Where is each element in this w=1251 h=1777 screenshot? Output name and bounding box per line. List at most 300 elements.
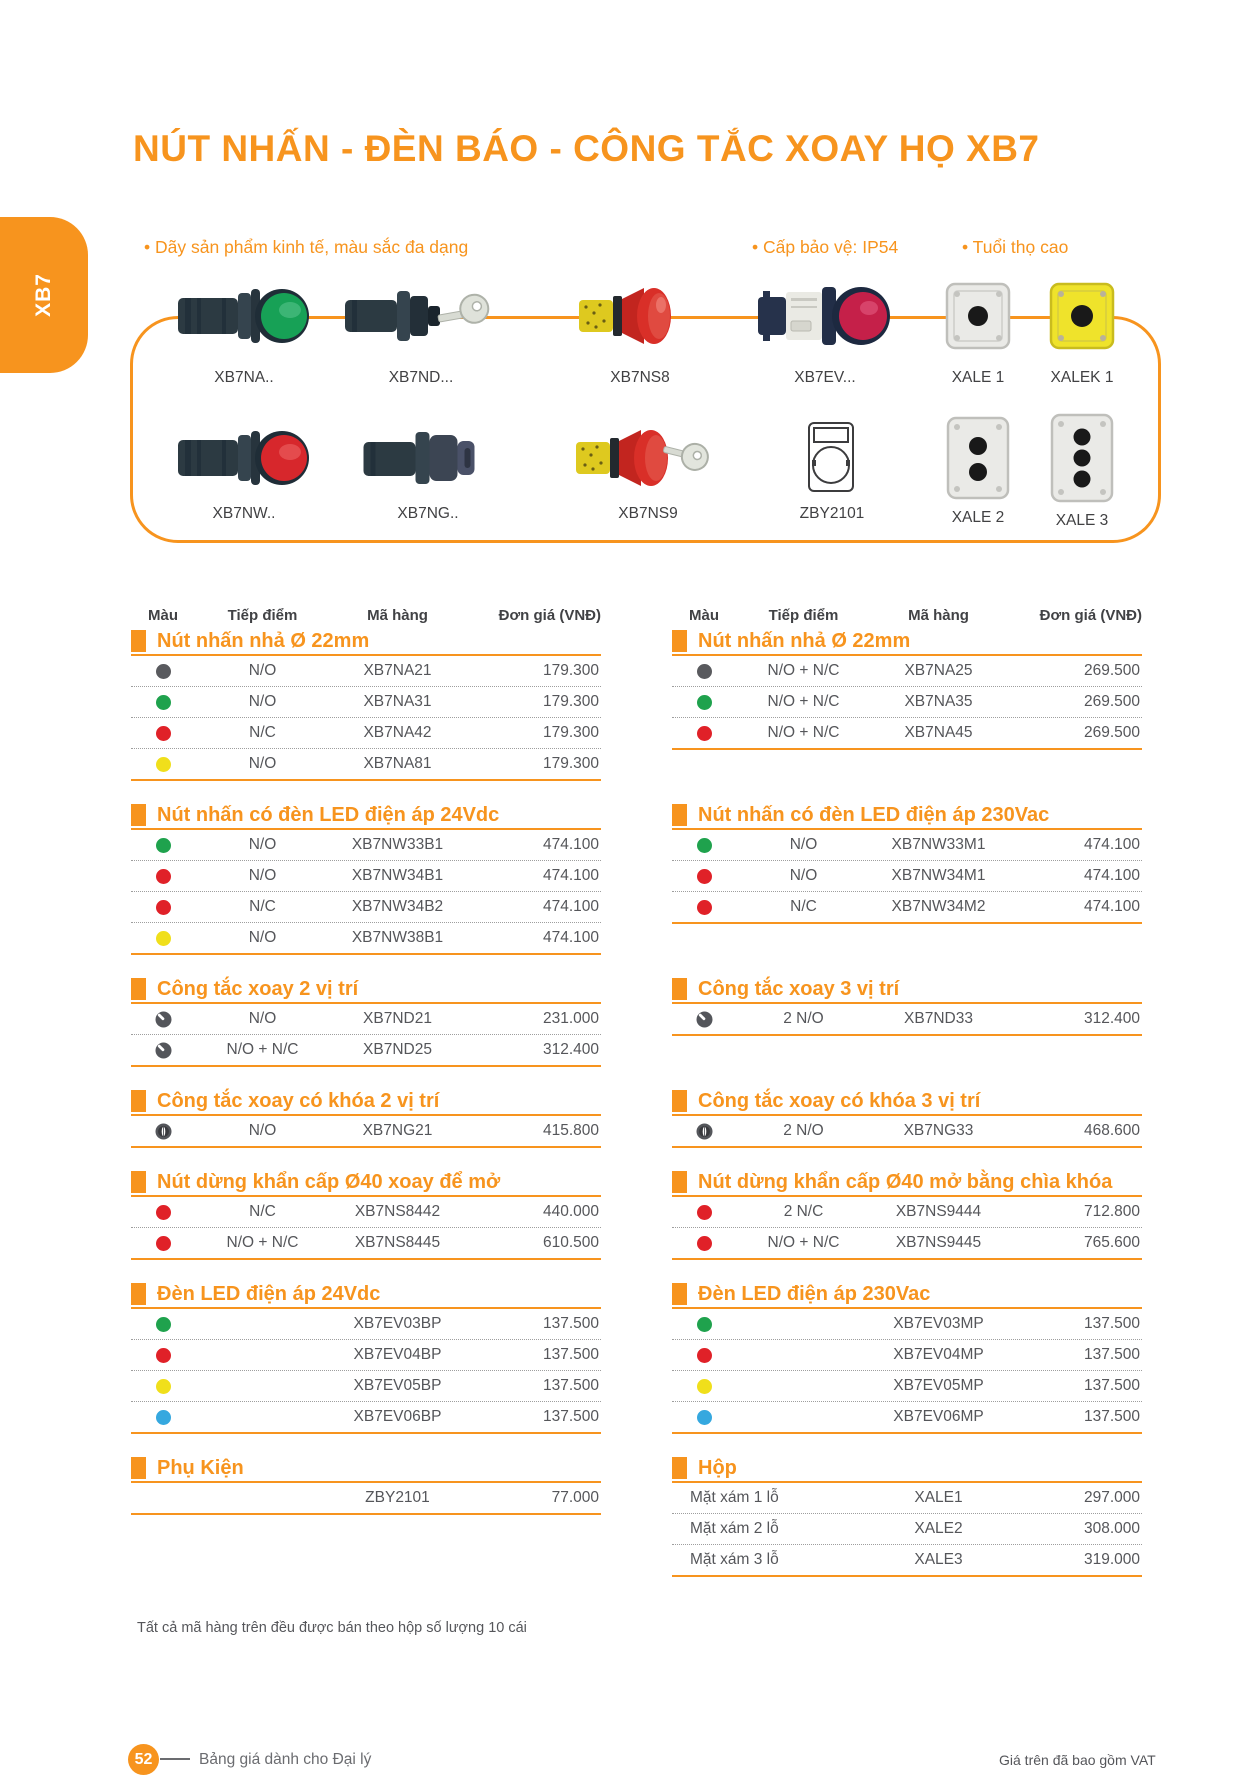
section-rows — [131, 1195, 601, 1260]
product-code: XB7EV05MP — [893, 1377, 984, 1394]
dot-red-icon — [156, 869, 171, 884]
price-section — [672, 1088, 1142, 1148]
footer-right-text: Giá trên đã bao gồm VAT — [999, 1752, 1156, 1768]
unit-price: 610.500 — [542, 1234, 599, 1251]
product-photo-xb7na — [175, 284, 313, 348]
price-section — [672, 1281, 1142, 1434]
dot-green-icon — [156, 695, 171, 710]
unit-price: 179.300 — [542, 662, 599, 679]
unit-price: 137.500 — [542, 1315, 599, 1332]
unit-price: 231.000 — [542, 1010, 599, 1027]
contact-type: N/O — [248, 755, 277, 772]
color-cell — [131, 1205, 195, 1220]
dot-red-icon — [697, 1348, 712, 1363]
dot-yellow-icon — [156, 757, 171, 772]
color-cell — [672, 1317, 736, 1332]
table-row — [131, 1370, 601, 1401]
dot-gray-icon — [697, 664, 712, 679]
contact-type: N/C — [249, 898, 276, 915]
product-label: XB7NS8 — [610, 369, 670, 386]
product-code: XB7NA21 — [363, 662, 432, 679]
color-cell — [131, 695, 195, 710]
table-row — [131, 1483, 601, 1513]
price-tables — [131, 605, 1142, 1577]
dot-green-icon — [156, 838, 171, 853]
contact-type: N/C — [249, 1203, 276, 1220]
table-row — [131, 1004, 601, 1034]
product-photo-xale1 — [945, 282, 1011, 350]
product-photo-xalek1 — [1049, 282, 1115, 350]
feature-bullet: • Cấp bảo vệ: IP54 — [752, 237, 899, 257]
section-rows — [672, 654, 1142, 750]
section-header — [672, 976, 1142, 1002]
product-label: XB7ND... — [388, 369, 454, 386]
rotary-knob-icon — [696, 1011, 713, 1028]
unit-price: 137.500 — [542, 1346, 599, 1363]
product-photo-xb7ns8 — [576, 283, 704, 349]
unit-price: 312.400 — [542, 1041, 599, 1058]
unit-price: 137.500 — [1083, 1315, 1140, 1332]
contact-type: N/C — [249, 724, 276, 741]
key-lock-icon — [696, 1123, 713, 1140]
section-rows — [131, 1481, 601, 1515]
contact-type: N/O — [248, 693, 277, 710]
color-cell — [672, 1123, 736, 1140]
section-rows — [672, 1307, 1142, 1434]
color-cell — [131, 900, 195, 915]
price-section — [131, 628, 601, 781]
color-cell — [672, 726, 736, 741]
product-code: XB7NW33M1 — [891, 836, 986, 853]
unit-price: 77.000 — [551, 1489, 599, 1506]
dot-red-icon — [697, 1205, 712, 1220]
unit-price: 319.000 — [1083, 1551, 1140, 1568]
color-cell — [131, 726, 195, 741]
dot-yellow-icon — [697, 1379, 712, 1394]
footer-divider — [160, 1758, 190, 1760]
product-code: XB7NW34B1 — [351, 867, 444, 884]
section-header — [131, 1455, 601, 1481]
section-title: Đèn LED điện áp 230Vac — [698, 1282, 931, 1305]
section-header — [672, 1281, 1142, 1307]
section-title: Công tắc xoay 3 vị trí — [698, 977, 900, 1000]
contact-type: N/O — [248, 929, 277, 946]
col-header-contact: Tiếp điểm — [227, 606, 298, 624]
product-photo-xb7nd — [342, 284, 500, 348]
price-section — [131, 1281, 601, 1434]
unit-price: 179.300 — [542, 693, 599, 710]
section-rows — [131, 1114, 601, 1148]
unit-price: 765.600 — [1083, 1234, 1140, 1251]
section-header — [131, 976, 601, 1002]
product-label: XB7NA.. — [214, 369, 274, 386]
product-code: XALE1 — [914, 1489, 963, 1506]
table-row — [672, 1370, 1142, 1401]
table-row — [131, 656, 601, 686]
product-photo-xb7nw — [175, 426, 313, 490]
unit-price: 179.300 — [542, 724, 599, 741]
color-cell — [672, 1011, 736, 1028]
unit-price: 269.500 — [1083, 662, 1140, 679]
product-label: XALEK 1 — [1050, 369, 1114, 386]
table-row — [672, 891, 1142, 922]
table-row — [672, 1116, 1142, 1146]
col-header-price: Đơn giá (VNĐ) — [1039, 606, 1142, 624]
table-row — [131, 1034, 601, 1065]
dot-yellow-icon — [156, 1379, 171, 1394]
product-code: XB7NA31 — [363, 693, 432, 710]
section-marker-icon — [131, 1457, 146, 1479]
section-rows — [672, 1114, 1142, 1148]
price-section — [131, 1169, 601, 1260]
unit-price: 440.000 — [542, 1203, 599, 1220]
column-headers-left — [131, 605, 601, 625]
col-header-price: Đơn giá (VNĐ) — [498, 606, 601, 624]
table-row — [131, 1339, 601, 1370]
section-header — [131, 802, 601, 828]
product-code: XB7ND25 — [363, 1041, 432, 1058]
table-row — [672, 1401, 1142, 1432]
row-description: Mặt xám 1 lỗ — [690, 1489, 779, 1506]
color-cell — [672, 1236, 736, 1251]
dot-red-icon — [156, 726, 171, 741]
contact-type: N/O — [248, 1010, 277, 1027]
product-label: XALE 3 — [1055, 512, 1109, 529]
section-marker-icon — [131, 978, 146, 1000]
product-code: XB7NA45 — [904, 724, 973, 741]
color-cell — [672, 1348, 736, 1363]
section-marker-icon — [131, 804, 146, 826]
contact-type: N/O — [789, 836, 818, 853]
product-code: XB7NA25 — [904, 662, 973, 679]
table-row — [131, 1401, 601, 1432]
section-header — [131, 1088, 601, 1114]
section-title: Công tắc xoay 2 vị trí — [157, 977, 359, 1000]
section-title: Hộp — [698, 1456, 737, 1479]
product-code: XB7EV04MP — [893, 1346, 984, 1363]
product-code: XB7NS8442 — [354, 1203, 441, 1220]
col-header-code: Mã hàng — [367, 606, 428, 624]
color-cell — [131, 931, 195, 946]
product-code: XB7NW34M1 — [891, 867, 986, 884]
col-header-color: Màu — [148, 606, 178, 624]
product-code: XB7NW34B2 — [351, 898, 444, 915]
table-row — [672, 1197, 1142, 1227]
product-code: XB7NA35 — [904, 693, 973, 710]
product-code: XB7NG33 — [903, 1122, 974, 1139]
table-row — [672, 1339, 1142, 1370]
dot-red-icon — [156, 1236, 171, 1251]
section-marker-icon — [672, 1283, 687, 1305]
dot-blue-icon — [697, 1410, 712, 1425]
section-title: Nút dừng khẩn cấp Ø40 mở bằng chìa khóa — [698, 1170, 1113, 1193]
unit-price: 474.100 — [1083, 836, 1140, 853]
price-section — [131, 976, 601, 1067]
section-rows — [131, 828, 601, 955]
color-cell — [131, 1042, 195, 1059]
product-label: XB7NG.. — [397, 505, 459, 522]
product-code: XB7EV03MP — [893, 1315, 984, 1332]
table-row — [131, 1227, 601, 1258]
contact-type: 2 N/O — [783, 1010, 824, 1027]
table-row — [672, 717, 1142, 748]
section-title: Nút dừng khẩn cấp Ø40 xoay để mở — [157, 1170, 501, 1193]
section-header — [672, 628, 1142, 654]
unit-price: 137.500 — [1083, 1377, 1140, 1394]
product-code: XB7NS9445 — [895, 1234, 982, 1251]
product-photo-xb7ev — [755, 281, 895, 351]
sections-grid — [131, 628, 1142, 1577]
section-title: Công tắc xoay có khóa 2 vị trí — [157, 1089, 440, 1112]
color-cell — [672, 664, 736, 679]
section-rows — [672, 828, 1142, 924]
table-row — [131, 1197, 601, 1227]
color-cell — [672, 1379, 736, 1394]
section-rows — [131, 654, 601, 781]
dot-red-icon — [156, 900, 171, 915]
product-code: ZBY2101 — [365, 1489, 430, 1506]
side-tab-label: XB7 — [32, 273, 55, 317]
contact-type: N/O + N/C — [226, 1234, 299, 1251]
section-header — [672, 1455, 1142, 1481]
unit-price: 468.600 — [1083, 1122, 1140, 1139]
section-marker-icon — [131, 630, 146, 652]
color-cell — [131, 1410, 195, 1425]
col-header-code: Mã hàng — [908, 606, 969, 624]
product-code: XB7NS8445 — [354, 1234, 441, 1251]
section-header — [672, 802, 1142, 828]
product-code: XB7ND21 — [363, 1010, 432, 1027]
table-row — [672, 1309, 1142, 1339]
section-title: Nút nhấn nhả Ø 22mm — [698, 629, 911, 652]
section-rows — [672, 1002, 1142, 1036]
product-code: XB7NW38B1 — [351, 929, 444, 946]
price-section — [131, 1455, 601, 1577]
section-marker-icon — [131, 1283, 146, 1305]
unit-price: 137.500 — [542, 1408, 599, 1425]
price-section — [672, 1455, 1142, 1577]
price-section — [672, 976, 1142, 1067]
product-photo-xb7ns9 — [573, 425, 723, 491]
side-tab-xb7 — [0, 217, 88, 373]
product-label: XB7NW.. — [212, 505, 276, 522]
product-code: XB7EV06MP — [893, 1408, 984, 1425]
unit-price: 137.500 — [1083, 1346, 1140, 1363]
contact-type: N/O — [248, 662, 277, 679]
table-row — [131, 860, 601, 891]
unit-price: 269.500 — [1083, 724, 1140, 741]
product-label: XB7EV... — [794, 369, 856, 386]
unit-price: 137.500 — [1083, 1408, 1140, 1425]
dot-red-icon — [697, 900, 712, 915]
feature-bullet: • Tuổi thọ cao — [962, 237, 1069, 257]
section-marker-icon — [672, 630, 687, 652]
product-code: XB7NA81 — [363, 755, 432, 772]
section-marker-icon — [672, 1090, 687, 1112]
color-cell — [131, 1379, 195, 1394]
product-code: XB7EV06BP — [353, 1408, 442, 1425]
table-row — [131, 1116, 601, 1146]
table-row — [672, 1227, 1142, 1258]
color-cell — [131, 1011, 195, 1028]
section-marker-icon — [672, 1171, 687, 1193]
contact-type: N/O — [248, 867, 277, 884]
unit-price: 269.500 — [1083, 693, 1140, 710]
section-marker-icon — [131, 1090, 146, 1112]
footer-left-text: Bảng giá dành cho Đại lý — [199, 1751, 372, 1768]
section-rows — [672, 1481, 1142, 1577]
contact-type: N/O + N/C — [226, 1041, 299, 1058]
contact-type: N/O + N/C — [767, 693, 840, 710]
table-row — [131, 922, 601, 953]
product-label: XALE 2 — [951, 509, 1005, 526]
product-photo-xale3 — [1050, 413, 1114, 503]
price-section — [131, 1088, 601, 1148]
unit-price: 474.100 — [542, 929, 599, 946]
col-header-contact: Tiếp điểm — [768, 606, 839, 624]
section-marker-icon — [672, 804, 687, 826]
table-row — [672, 860, 1142, 891]
product-label: XALE 1 — [951, 369, 1005, 386]
color-cell — [131, 1317, 195, 1332]
contact-type: N/O + N/C — [767, 1234, 840, 1251]
dot-red-icon — [697, 1236, 712, 1251]
dot-red-icon — [697, 726, 712, 741]
unit-price: 308.000 — [1083, 1520, 1140, 1537]
price-section — [672, 628, 1142, 781]
color-cell — [131, 869, 195, 884]
table-row — [672, 830, 1142, 860]
table-row — [672, 1513, 1142, 1544]
product-code: XB7ND33 — [904, 1010, 973, 1027]
product-photo-xb7ng — [361, 426, 496, 490]
section-header — [131, 628, 601, 654]
color-cell — [131, 664, 195, 679]
price-section — [672, 802, 1142, 955]
color-cell — [131, 838, 195, 853]
product-code: XALE2 — [914, 1520, 963, 1537]
contact-type: N/O + N/C — [767, 662, 840, 679]
product-code: XB7NS9444 — [895, 1203, 982, 1220]
dot-green-icon — [697, 695, 712, 710]
product-code: XB7EV04BP — [353, 1346, 442, 1363]
contact-type: N/C — [790, 898, 817, 915]
price-section — [672, 1169, 1142, 1260]
dot-blue-icon — [156, 1410, 171, 1425]
product-code: XB7NW33B1 — [351, 836, 444, 853]
section-title: Nút nhấn nhả Ø 22mm — [157, 629, 370, 652]
section-marker-icon — [672, 978, 687, 1000]
section-title: Phụ Kiện — [157, 1456, 244, 1479]
unit-price: 474.100 — [542, 867, 599, 884]
section-rows — [131, 1002, 601, 1067]
dot-gray-icon — [156, 664, 171, 679]
table-row — [131, 830, 601, 860]
unit-price: 297.000 — [1083, 1489, 1140, 1506]
section-marker-icon — [672, 1457, 687, 1479]
dot-green-icon — [697, 1317, 712, 1332]
unit-price: 474.100 — [1083, 898, 1140, 915]
feature-bullet: • Dãy sản phẩm kinh tế, màu sắc đa dạng — [144, 237, 469, 257]
contact-type: N/O — [248, 1122, 277, 1139]
table-row — [672, 686, 1142, 717]
section-header — [131, 1281, 601, 1307]
product-code: XB7NW34M2 — [891, 898, 986, 915]
key-lock-icon — [155, 1123, 172, 1140]
color-cell — [131, 1348, 195, 1363]
unit-price: 312.400 — [1083, 1010, 1140, 1027]
contact-type: 2 N/C — [783, 1203, 824, 1220]
product-photo-zby2101 — [805, 420, 859, 496]
product-code: XB7NA42 — [363, 724, 432, 741]
rotary-knob-icon — [155, 1042, 172, 1059]
footer-note: Tất cả mã hàng trên đều được bán theo hộp số lượng 10 cái — [137, 1620, 527, 1636]
contact-type: 2 N/O — [783, 1122, 824, 1139]
section-rows — [672, 1195, 1142, 1260]
unit-price: 474.100 — [542, 836, 599, 853]
section-title: Nút nhấn có đèn LED điện áp 24Vdc — [157, 803, 500, 826]
section-title: Đèn LED điện áp 24Vdc — [157, 1282, 381, 1305]
color-cell — [131, 757, 195, 772]
color-cell — [672, 900, 736, 915]
product-label: XB7NS9 — [618, 505, 678, 522]
section-marker-icon — [131, 1171, 146, 1193]
color-cell — [131, 1236, 195, 1251]
table-row — [672, 1544, 1142, 1575]
dot-green-icon — [156, 1317, 171, 1332]
unit-price: 712.800 — [1083, 1203, 1140, 1220]
unit-price: 137.500 — [542, 1377, 599, 1394]
page-title: NÚT NHẤN - ĐÈN BÁO - CÔNG TẮC XOAY HỌ XB7 — [133, 128, 1040, 169]
color-cell — [131, 1123, 195, 1140]
product-code: XB7NG21 — [362, 1122, 433, 1139]
section-header — [131, 1169, 601, 1195]
table-row — [131, 891, 601, 922]
contact-type: N/O + N/C — [767, 724, 840, 741]
section-title: Công tắc xoay có khóa 3 vị trí — [698, 1089, 981, 1112]
price-section — [131, 802, 601, 955]
table-row — [131, 717, 601, 748]
color-cell — [672, 1205, 736, 1220]
dot-yellow-icon — [156, 931, 171, 946]
section-rows — [131, 1307, 601, 1434]
contact-type: N/O — [789, 867, 818, 884]
unit-price: 415.800 — [542, 1122, 599, 1139]
color-cell — [672, 869, 736, 884]
row-description: Mặt xám 2 lỗ — [690, 1520, 779, 1537]
col-header-color: Màu — [689, 606, 719, 624]
table-row — [672, 656, 1142, 686]
table-row — [131, 686, 601, 717]
dot-green-icon — [697, 838, 712, 853]
rotary-knob-icon — [155, 1011, 172, 1028]
unit-price: 474.100 — [542, 898, 599, 915]
product-code: XB7EV03BP — [353, 1315, 442, 1332]
color-cell — [672, 695, 736, 710]
color-cell — [672, 1410, 736, 1425]
section-title: Nút nhấn có đèn LED điện áp 230Vac — [698, 803, 1050, 826]
product-code: XALE3 — [914, 1551, 963, 1568]
product-code: XB7EV05BP — [353, 1377, 442, 1394]
page-number-badge: 52 — [128, 1744, 159, 1775]
table-row — [672, 1483, 1142, 1513]
dot-red-icon — [156, 1205, 171, 1220]
product-photo-xale2 — [946, 416, 1010, 500]
table-row — [131, 1309, 601, 1339]
row-description: Mặt xám 3 lỗ — [690, 1551, 779, 1568]
column-headers-right — [672, 605, 1142, 625]
dot-red-icon — [697, 869, 712, 884]
